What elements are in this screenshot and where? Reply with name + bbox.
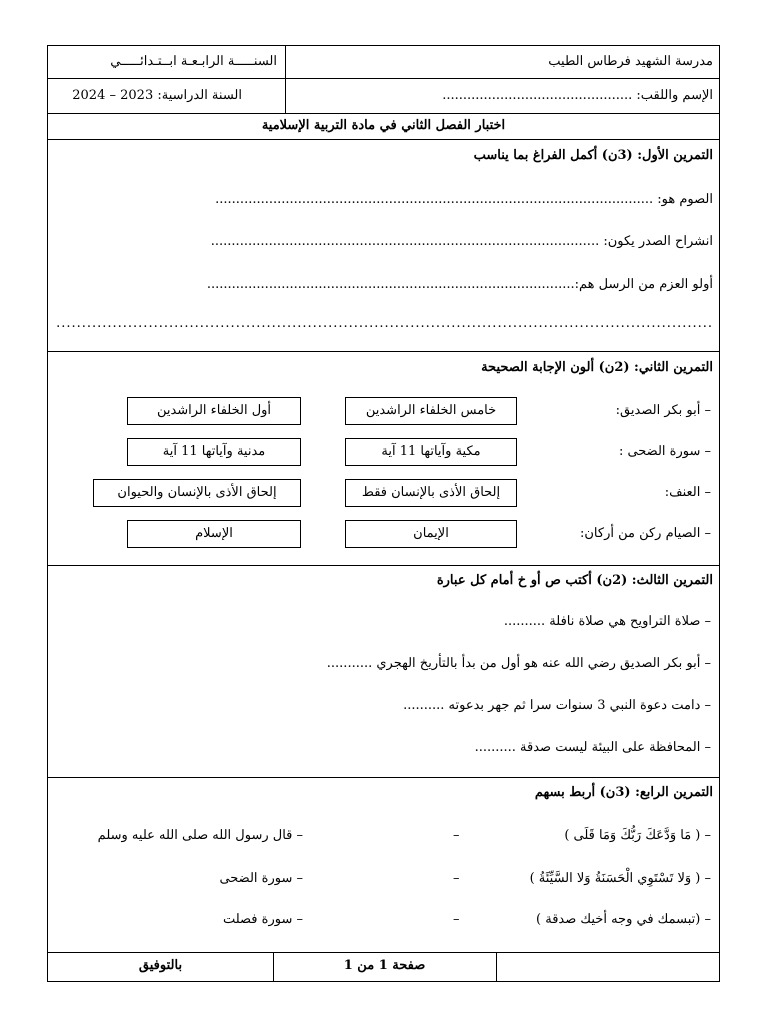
exam-sheet — [47, 45, 720, 982]
exercise-1 — [48, 140, 719, 352]
answer-option[interactable]: أول الخلفاء الراشدين — [127, 397, 301, 425]
exercise-3-title: التمرين الثالث: (2ن) أكتب ص أو خ أمام كل عبارة — [436, 573, 713, 588]
answer-option[interactable]: إلحاق الأذى بالإنسان والحيوان — [93, 479, 301, 507]
good-luck-text: بالتوفيق — [138, 958, 183, 973]
match-dash: – — [453, 871, 460, 886]
answer-option[interactable]: مدنية وآياتها 11 آية — [127, 438, 301, 466]
true-false-item[interactable]: – صلاة التراويح هي صلاة نافلة .......... — [503, 614, 711, 629]
exercise-3 — [48, 566, 719, 778]
exam-title-row — [48, 114, 719, 140]
match-left-item[interactable]: – (تبسمك في وجه أخيك صدقة ) — [536, 912, 711, 927]
answer-option[interactable]: خامس الخلفاء الراشدين — [345, 397, 517, 425]
match-dash: – — [453, 912, 460, 927]
match-right-item[interactable]: – سورة الضحى — [219, 871, 303, 886]
header-row-1 — [48, 46, 719, 79]
true-false-item[interactable]: – المحافظة على البيئة ليست صدقة .......... — [474, 740, 711, 755]
exercise-4-title: التمرين الرابع: (3ن) أربط بسهم — [534, 785, 713, 800]
exercise-2 — [48, 352, 719, 566]
match-dash: – — [453, 828, 460, 843]
question-label: – أبو بكر الصديق: — [615, 403, 711, 418]
exercise-1-title: التمرين الأول: (3ن) أكمل الفراغ بما يناسب — [473, 148, 713, 163]
student-name-field[interactable]: الإسم واللقب: .............................................. — [442, 88, 713, 103]
true-false-item[interactable]: – دامت دعوة النبي 3 سنوات سرا ثم جهر بدعوته .......... — [403, 698, 711, 713]
page-number: صفحة 1 من 1 — [343, 958, 426, 973]
match-left-item[interactable]: – ( وَلا تَسْتَوِي الْحَسَنَةُ وَلا السَّيِّئَةُ ) — [529, 871, 711, 886]
answer-option[interactable]: الإسلام — [127, 520, 301, 548]
fill-line[interactable]: أولو العزم من الرسل هم:......................................................................................... — [206, 277, 713, 292]
header-row-2 — [48, 79, 719, 114]
grade-level: السنـــــة الرابـعـة ابــتـدائـــــي — [110, 54, 277, 69]
fill-line[interactable]: انشراح الصدر يكون: .............................................................................................. — [210, 234, 713, 249]
question-label: – الصيام ركن من أركان: — [580, 526, 711, 541]
fill-line[interactable]: ................................................................................................................................ — [56, 316, 713, 331]
question-label: – سورة الضحى : — [618, 444, 711, 459]
match-right-item[interactable]: – سورة فصلت — [222, 912, 303, 927]
exercise-2-title: التمرين الثاني: (2ن) ألون الإجابة الصحيحة — [481, 360, 713, 375]
school-name: مدرسة الشهيد فرطاس الطيب — [548, 54, 713, 69]
true-false-item[interactable]: – أبو بكر الصديق رضي الله عنه هو أول من بدأ بالتأريخ الهجري ........... — [326, 656, 711, 671]
fill-line[interactable]: الصوم هو: .......................................................................................................... — [215, 192, 713, 207]
exam-title: اختبار الفصل الثاني في مادة التربية الإسلامية — [261, 118, 506, 133]
school-year: السنة الدراسية: 2023 – 2024 — [72, 88, 242, 103]
answer-option[interactable]: الإيمان — [345, 520, 517, 548]
answer-option[interactable]: مكية وآياتها 11 آية — [345, 438, 517, 466]
match-right-item[interactable]: – قال رسول الله صلى الله عليه وسلم — [97, 828, 303, 843]
exercise-4 — [48, 778, 719, 953]
answer-option[interactable]: إلحاق الأذى بالإنسان فقط — [345, 479, 517, 507]
footer-row — [48, 953, 719, 981]
match-left-item[interactable]: – ( مَا وَدَّعَكَ رَبُّكَ وَمَا قَلَى ) — [564, 828, 711, 843]
question-label: – العنف: — [664, 485, 711, 500]
